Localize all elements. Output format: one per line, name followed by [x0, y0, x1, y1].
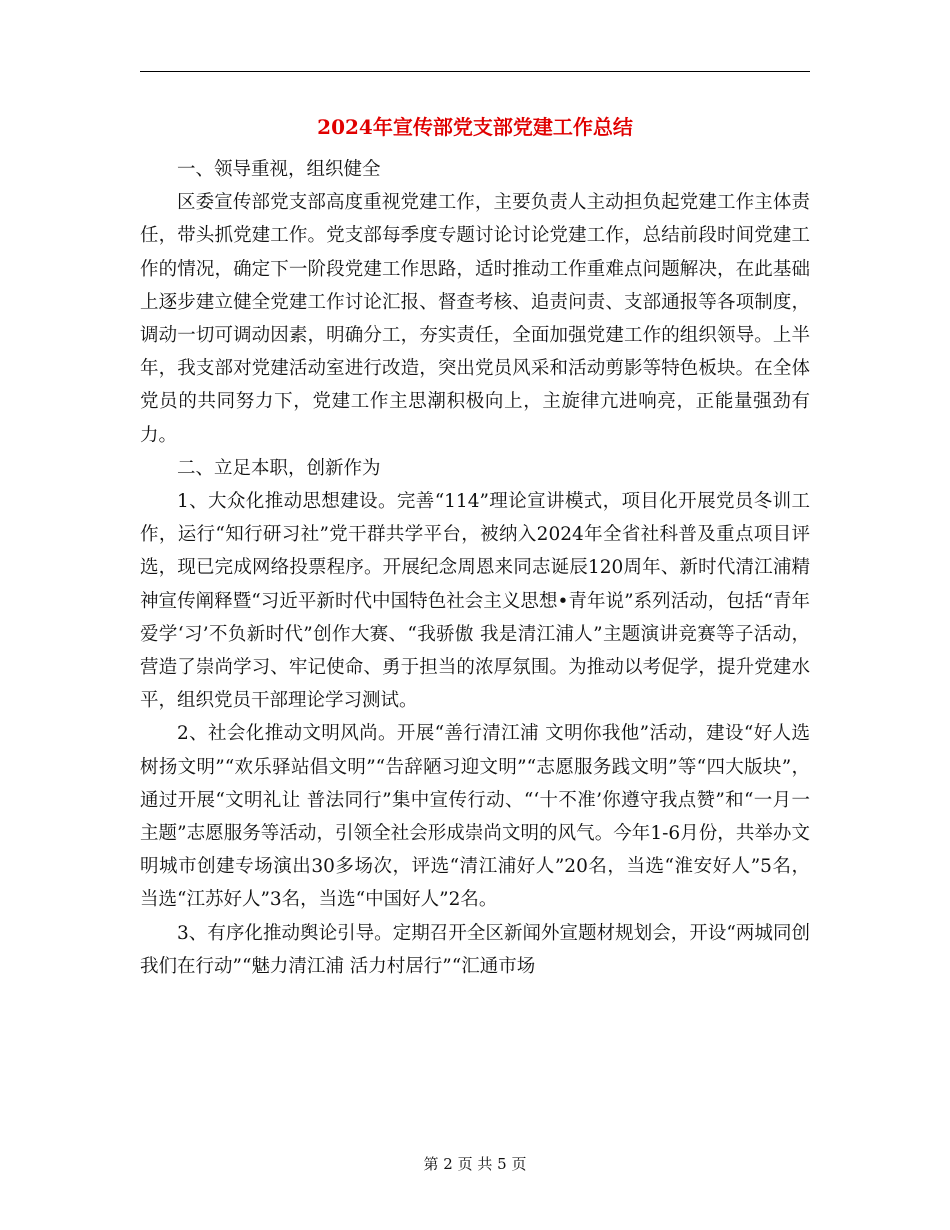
section-heading-1: 一、领导重视，组织健全	[177, 159, 381, 180]
page-number: 第 2 页 共 5 页	[423, 1155, 527, 1173]
paragraph: 2、社会化推动文明风尚。开展“善行清江浦 文明你我他”活动，建设“好人选树扬文明”“欢乐驿站倡文明”“告辞陋习迎文明”“志愿服务践文明”等“四大版块”，通过开展“文明礼让 普法同行”集中宣传行动、“‘十不准’你遵守我点赞”和“一月一主题”志愿服务等活动，引领全社会形成崇尚文明的风气。今年1-6月份，共举办文明城市创建专场演出30多场次，评选“清江浦好人”20名，当选“淮安好人”5名，当选“江苏好人”3名，当选“中国好人”2名。	[140, 723, 810, 911]
paragraph: 3、有序化推动舆论引导。定期召开全区新闻外宣题材规划会，开设“两城同创 我们在行动”“魅力清江浦 活力村居行”“汇通市场	[140, 922, 810, 977]
header-rule	[140, 71, 810, 72]
section-heading-2: 二、立足本职，创新作为	[177, 457, 381, 479]
document-body	[140, 153, 810, 983]
paragraph: 区委宣传部党支部高度重视党建工作，主要负责人主动担负起党建工作主体责任，带头抓党建工作。党支部每季度专题讨论讨论党建工作，总结前段时间党建工作的情况，确定下一阶段党建工作思路，适时推动工作重难点问题解决，在此基础上逐步建立健全党建工作讨论汇报、督查考核、追责问责、支部通报等各项制度，调动一切可调动因素，明确分工，夯实责任，全面加强党建工作的组织领导。上半年，我支部对党建活动室进行改造，突出党员风采和活动剪影等特色板块。在全体党员的共同努力下，党建工作主思潮积极向上，主旋律亢进响亮，正能量强劲有力。	[140, 192, 810, 446]
paragraph: 1、大众化推动思想建设。完善“114”理论宣讲模式，项目化开展党员冬训工作，运行“知行研习社”党干群共学平台，被纳入2024年全省社科普及重点项目评选，现已完成网络投票程序。开展纪念周恩来同志诞辰120周年、新时代清江浦精神宣传阐释暨“习近平新时代中国特色社会主义思想•青年说”系列活动，包括“青年爱学‘习’不负新时代”创作大赛、“我骄傲 我是清江浦人”主题演讲竞赛等子活动，营造了崇尚学习、牢记使命、勇于担当的浓厚氛围。为推动以考促学，提升党建水平，组织党员干部理论学习测试。	[140, 491, 810, 712]
document-title: 2024年宣传部党支部党建工作总结	[317, 115, 633, 139]
